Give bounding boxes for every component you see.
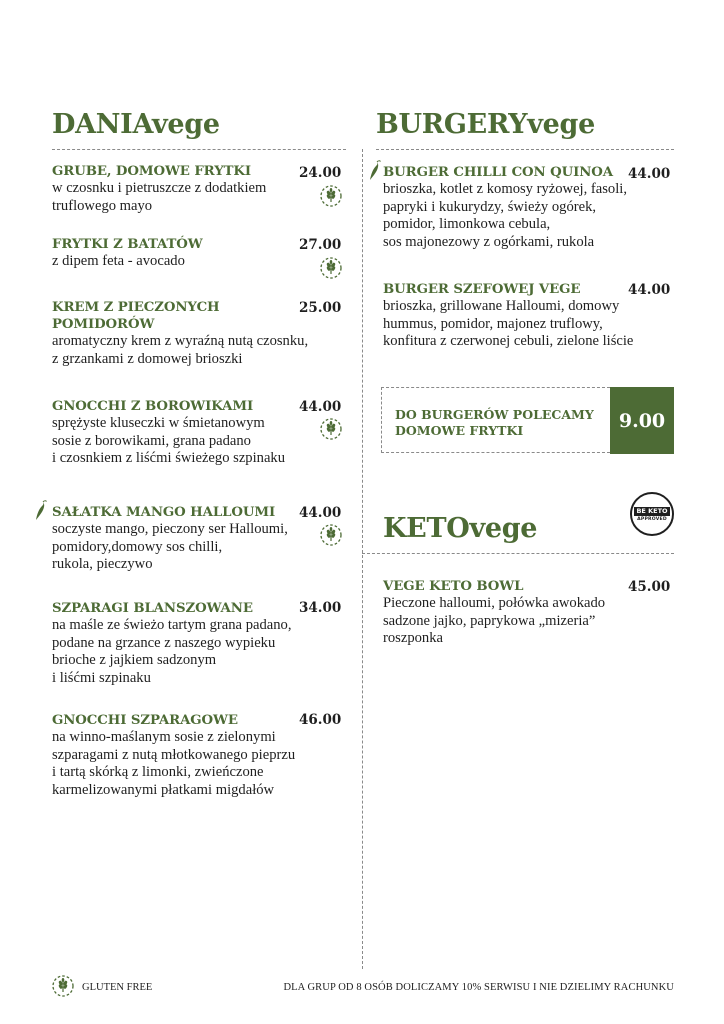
promo-price: 9.00	[610, 387, 674, 454]
item-description: soczyste mango, pieczony ser Halloumi, pomidory,domowy sos chilli, rukola, pieczywo	[52, 521, 288, 573]
keto-approved-badge	[630, 492, 674, 536]
item-name: GNOCCHI Z BOROWIKAMI	[52, 399, 254, 414]
gluten-free-icon	[320, 524, 342, 546]
divider-dania	[52, 149, 346, 150]
item-description: z dipem feta - avocado	[52, 253, 185, 269]
item-description: na maśle ze świeżo tartym grana padano, podane na grzance z naszego wypieku brioche z jajkiem sadzonym i liśćmi szpinaku	[52, 617, 292, 686]
item-description: brioszka, grillowane Halloumi, domowy hummus, pomidor, majonez truflowy, konfitura z czerwonej cebuli, zielone liście	[383, 298, 634, 350]
item-price: 27.00	[299, 237, 342, 253]
promo-box	[381, 387, 610, 453]
item-name: FRYTKI Z BATATÓW	[52, 237, 203, 252]
menu-item-keto-bowl	[383, 578, 605, 648]
chili-pepper-icon	[368, 160, 382, 182]
item-name: GRUBE, DOMOWE FRYTKI	[52, 164, 251, 179]
item-price: 24.00	[299, 165, 342, 181]
item-description: aromatyczny krem z wyraźną nutą czosnku, z grzankami z domowej brioszki	[52, 333, 309, 367]
menu-item-bataty	[52, 236, 203, 271]
menu-item-burger-szefowej	[383, 281, 633, 351]
gluten-free-icon	[320, 257, 342, 279]
menu-item-gnocchi-borowiki	[52, 398, 285, 468]
badge-line-2: APPROVED	[637, 516, 667, 522]
item-price: 44.00	[628, 166, 671, 182]
item-price: 46.00	[299, 712, 342, 728]
item-price: 44.00	[628, 282, 671, 298]
gluten-free-icon	[320, 185, 342, 207]
menu-item-krem	[52, 299, 308, 368]
menu-item-frytki	[52, 163, 266, 215]
chili-pepper-icon	[34, 500, 48, 522]
section-title-burgery: BURGERYvege	[376, 109, 595, 140]
item-price: 45.00	[628, 579, 671, 595]
item-price: 25.00	[299, 300, 342, 316]
menu-item-gnocchi-szparagowe	[52, 712, 295, 799]
item-description: sprężyste kluseczki w śmietanowym sosie z borowikami, grana padano i czosnkiem z liśćmi świeżego szpinaku	[52, 415, 286, 467]
item-description: w czosnku i pietruszcze z dodatkiem truflowego mayo	[52, 180, 267, 214]
section-title-dania: DANIAvege	[52, 109, 220, 140]
item-description: brioszka, kotlet z komosy ryżowej, fasoli, papryki i kukurydzy, świeży ogórek, pomidor, limonkowa cebula, sos majonezowy z ogórkami, rukola	[383, 181, 627, 250]
item-name: BURGER SZEFOWEJ VEGE	[383, 282, 581, 297]
item-price: 44.00	[299, 505, 342, 521]
item-price: 34.00	[299, 600, 342, 616]
menu-item-burger-chilli	[383, 164, 627, 251]
gluten-free-icon	[320, 418, 342, 440]
item-name: VEGE KETO BOWL	[383, 579, 524, 594]
item-description: Pieczone halloumi, połówka awokado sadzone jajko, paprykowa „mizeria” roszponka	[383, 595, 606, 647]
item-name: BURGER CHILLI CON QUINOA	[383, 165, 613, 180]
item-name: SZPARAGI BLANSZOWANE	[52, 601, 253, 616]
gluten-free-icon	[52, 975, 74, 997]
menu-item-szparagi	[52, 600, 291, 687]
menu-item-salatka	[52, 504, 288, 574]
item-name: KREM Z PIECZONYCH POMIDORÓW	[52, 300, 220, 332]
section-title-keto: KETOvege	[383, 513, 538, 544]
column-divider	[362, 149, 363, 969]
divider-keto	[362, 553, 674, 554]
footer-legend: GLUTEN FREE	[82, 982, 153, 993]
item-price: 44.00	[299, 399, 342, 415]
item-description: na winno-maślanym sosie z zielonymi szparagami z nutą młotkowanego pieprzu i tartą skórką z limonki, zwieńczone karmelizowanymi płatkami migdałów	[52, 729, 296, 798]
divider-burgery	[376, 149, 674, 150]
badge-line-1: BE KETO	[636, 506, 668, 515]
footer-note: DLA GRUP OD 8 OSÓB DOLICZAMY 10% SERWISU I NIE DZIELIMY RACHUNKU	[283, 982, 674, 993]
item-name: SAŁATKA MANGO HALLOUMI	[52, 505, 276, 520]
promo-text: DO BURGERÓW POLECAMY DOMOWE FRYTKI	[395, 407, 594, 438]
item-name: GNOCCHI SZPARAGOWE	[52, 713, 238, 728]
